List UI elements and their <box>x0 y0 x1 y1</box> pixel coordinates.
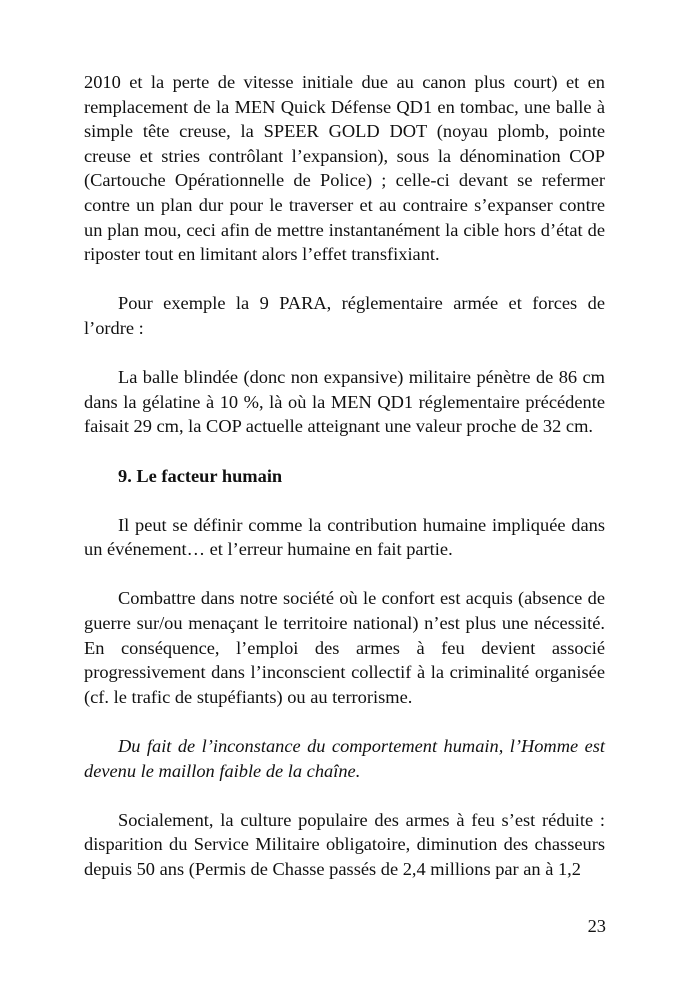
paragraph-italic-weak-link: Du fait de l’inconstance du comportement humain, l’Homme est devenu le maillon faible de la chaîne. <box>84 736 605 781</box>
page-number: 23 <box>587 916 606 936</box>
paragraph-firearms-culture: Socialement, la culture populaire des armes à feu s’est réduite : disparition du Service Militaire obligatoire, diminution des chasseurs depuis 50 ans (Permis de Chasse passés de 2,4 millions par an à 1,2 <box>84 809 605 879</box>
paragraph-social-context: Combattre dans notre société où le confort est acquis (absence de guerre sur/ou menaçant le territoire national) n’est plus une nécessité. En conséquence, l’emploi des armes à feu devient associé progressivement dans l’inconscient collectif à la criminalité organisée (cf. le trafic de stupéfiants) ou au terrorisme. <box>84 588 605 707</box>
paragraph-penetration-values: La balle blindée (donc non expansive) militaire pénètre de 86 cm dans la gélatine à 10 %, là où la MEN QD1 réglementaire précédente faisait 29 cm, la COP actuelle atteignant une valeur proche de 32 cm. <box>84 367 605 437</box>
page-body <box>84 70 605 882</box>
paragraph-cop-cartridge: 2010 et la perte de vitesse initiale due au canon plus court) et en remplacement de la MEN Quick Défense QD1 en tombac, une balle à simple tête creuse, la SPEER GOLD DOT (noyau plomb, pointe creuse et stries contrôlant l’expansion), sous la dénomination COP (Cartouche Opérationnelle de Police) ; celle-ci devant se refermer contre un plan dur pour le traverser et au contraire s’expanser contre un plan mou, ceci afin de mettre instantanément la cible hors d’état de riposter tout en limitant alors l’effet transfixiant. <box>84 72 605 265</box>
section-heading-human-factor: 9. Le facteur humain <box>118 465 283 486</box>
paragraph-9-para-example: Pour exemple la 9 PARA, réglementaire armée et forces de l’ordre : <box>84 293 605 338</box>
paragraph-human-factor-definition: Il peut se définir comme la contribution humaine impliquée dans un événement… et l’erreur humaine en fait partie. <box>84 514 605 560</box>
